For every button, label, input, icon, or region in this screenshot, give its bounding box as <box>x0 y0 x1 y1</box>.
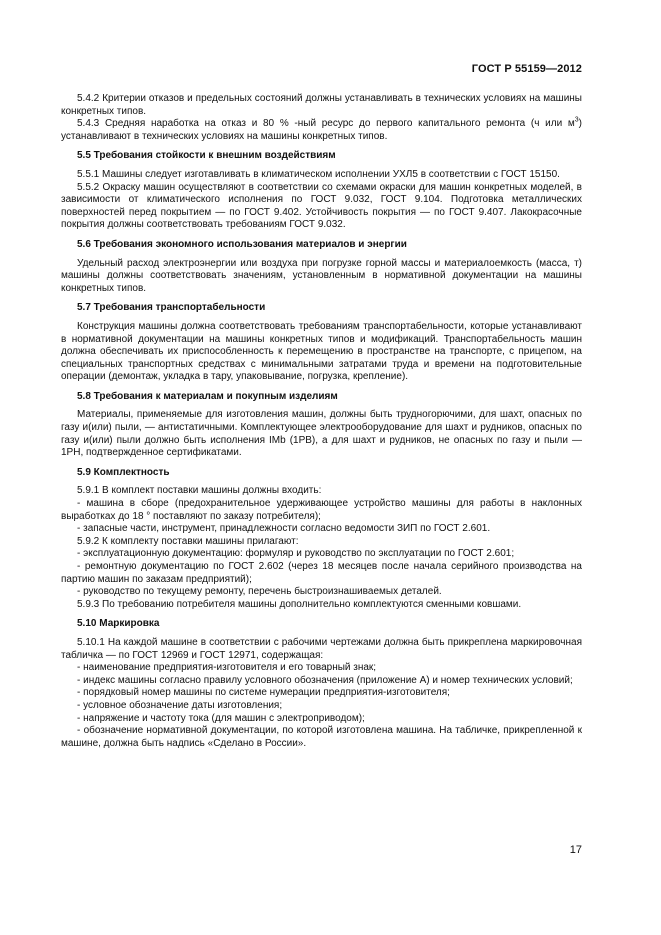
paragraph-5-7: Конструкция машины должна соответствовать требованиям транспортабельности, которые устанавливают в нормативной документации на машины конкретных типов и модификаций. Транспортабельность машин должна обеспечивать их приспособленность к перемещению в пространстве на транспорте, с прицепом, на специальных транспортных средствах с минимальными затратами труда и времени на подготовительные операции (демонтаж, укладка в тару, упаковывание, погрузка, крепление). <box>61 320 582 383</box>
list-item: - условное обозначение даты изготовления; <box>77 699 283 711</box>
list-item: - руководство по текущему ремонту, перечень быстроизнашиваемых деталей. <box>77 586 442 598</box>
heading-5-6: 5.6 Требования экономного использования материалов и энергии <box>77 238 407 250</box>
list-item: - обозначение нормативной документации, по которой изготовлена машина. На табличке, прикрепленной к машине, должна быть надпись «Сделано в России». <box>61 725 582 749</box>
list-item: - наименование предприятия-изготовителя и его товарный знак; <box>77 662 377 674</box>
page-number: 17 <box>569 844 582 856</box>
heading-5-7: 5.7 Требования транспортабельности <box>77 302 266 314</box>
heading-5-5: 5.5 Требования стойкости к внешним воздействиям <box>77 150 336 162</box>
heading-5-8: 5.8 Требования к материалам и покупным изделиям <box>77 390 338 402</box>
heading-5-9: 5.9 Комплектность <box>77 466 170 478</box>
paragraph-5-9-2: 5.9.2 К комплекту поставки машины прилагают: <box>77 535 299 547</box>
list-item: - напряжение и частоту тока (для машин с электроприводом); <box>77 712 365 724</box>
paragraph-5-9-1: 5.9.1 В комплект поставки машины должны входить: <box>77 485 322 497</box>
paragraph-5-6: Удельный расход электроэнергии или воздуха при погрузке горной массы и материалоемкость (масса, т) машины должны соответствовать значениям, установленным в нормативной документации на машины конкретных типов. <box>61 257 582 294</box>
list-item: - порядковый номер машины по системе нумерации предприятия-изготовителя; <box>77 687 450 699</box>
heading-5-10: 5.10 Маркировка <box>77 618 160 630</box>
superscript-3: 3 <box>574 116 579 124</box>
paragraph-5-4-3-part-b: ) устанавливают в технических условиях на машины конкретных типов. <box>61 118 582 142</box>
paragraph-5-10-1: 5.10.1 На каждой машине в соответствии с рабочими чертежами должна быть прикреплена маркировочная табличка — по ГОСТ 12969 и ГОСТ 12971, содержащая: <box>61 636 582 661</box>
paragraph-5-4-3 <box>61 118 582 143</box>
list-item: - эксплуатационную документацию: формуляр и руководство по эксплуатации по ГОСТ 2.601; <box>77 548 515 560</box>
paragraph-5-4-2: 5.4.2 Критерии отказов и предельных состояний должны устанавливать в технических условиях на машины конкретных типов. <box>61 93 582 117</box>
document-id-header: ГОСТ Р 55159—2012 <box>471 63 582 75</box>
paragraph-5-5-1: 5.5.1 Машины следует изготавливать в климатическом исполнении УХЛ5 в соответствии с ГОСТ 15150. <box>77 168 560 180</box>
list-item: - запасные части, инструмент, принадлежности согласно ведомости ЗИП по ГОСТ 2.601. <box>77 523 491 535</box>
paragraph-5-8: Материалы, применяемые для изготовления машин, должны быть трудногорючими, для шахт, опасных по газу и(или) пыли, — антистатичными. Комплектующее электрооборудование для шахт и рудников, опасных по газу и(или) пыли должно быть исполнения IMb (1PB), а для шахт и рудников, не опасных по газу и пыли — 1PH, подтвержденное сертификатами. <box>61 409 582 459</box>
list-item: - индекс машины согласно правилу условного обозначения (приложение А) и номер технических условий; <box>77 674 573 686</box>
paragraph-5-9-3: 5.9.3 По требованию потребителя машины дополнительно комплектуются сменными ковшами. <box>77 598 522 610</box>
list-item: - машина в сборе (предохранительное удерживающее устройство машины для работы в наклонных выработках до 18 ° поставляют по заказу потребителя); <box>61 498 582 522</box>
page-body <box>61 93 582 750</box>
paragraph-5-4-3-part-a: 5.4.3 Средняя наработка на отказ и 80 % -ный ресурс до первого капитального ремонта (ч или м <box>77 118 575 130</box>
paragraph-5-5-2: 5.5.2 Окраску машин осуществляют в соответствии со схемами окраски для машин конкретных моделей, в зависимости от климатического исполнения по ГОСТ 9.032, ГОСТ 9.104. Подготовка металлических поверхностей перед покрытием — по ГОСТ 9.402. Устойчивость покрытия — по ГОСТ 9.407. Лакокрасочные покрытия должны соответствовать требованиям ГОСТ 9.032. <box>61 181 582 231</box>
list-item: - ремонтную документацию по ГОСТ 2.602 (через 18 месяцев после начала серийного производства на партию машин по заказам предприятий); <box>61 561 582 585</box>
